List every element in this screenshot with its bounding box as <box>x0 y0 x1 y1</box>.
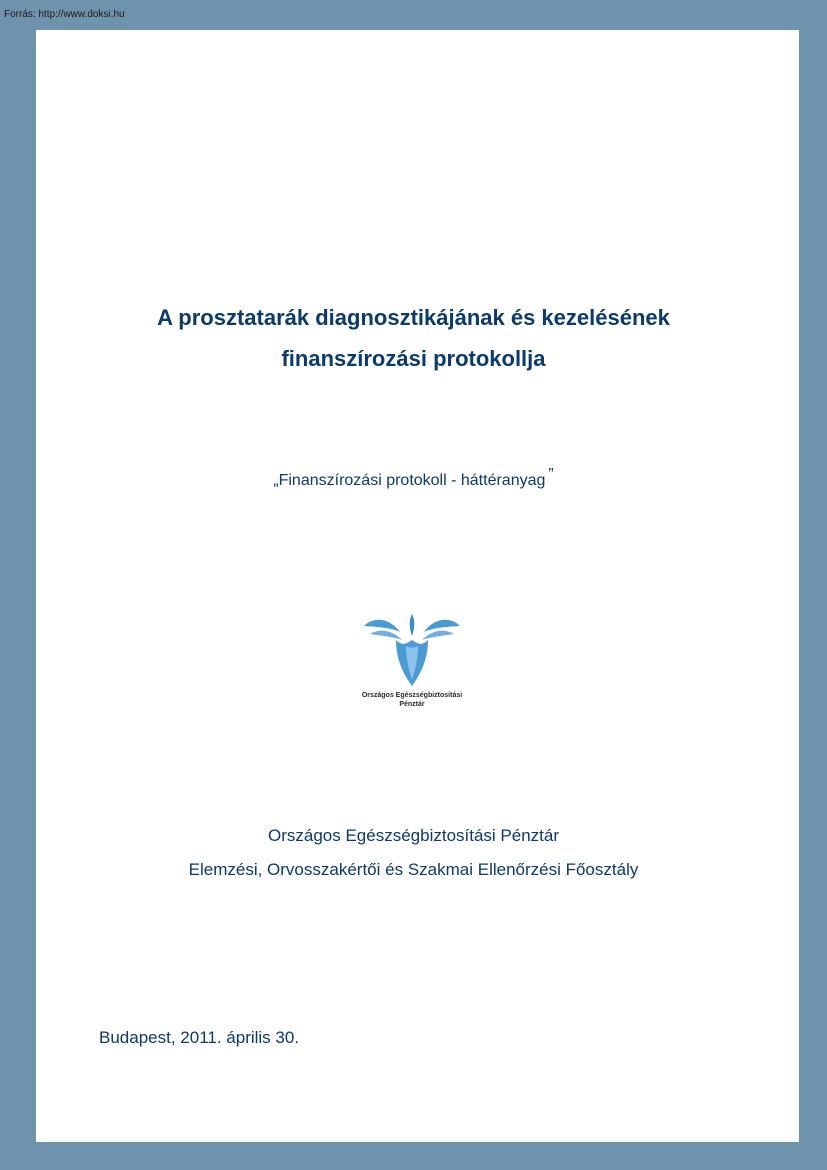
logo-text-line-1: Országos Egészségbiztosítási <box>361 692 463 699</box>
oep-logo <box>356 610 468 712</box>
subtitle-open-quote: „ <box>273 472 279 489</box>
oep-logo-icon <box>356 610 468 690</box>
document-title-line-2: finanszírozási protokollja <box>281 346 546 371</box>
organization-name: Országos Egészségbiztosítási Pénztár <box>267 826 560 845</box>
document-page <box>36 30 799 1142</box>
subtitle-text: Finanszírozási protokoll - háttéranyag <box>278 472 546 489</box>
document-subtitle <box>36 466 791 492</box>
document-title-line-1: A prosztatarák diagnosztikájának és kezelésének <box>157 305 670 330</box>
subtitle-close-quote: ” <box>548 466 554 483</box>
place-and-date: Budapest, 2011. április 30. <box>99 1028 300 1047</box>
logo-text-line-2: Pénztár <box>399 701 425 708</box>
department-name: Elemzési, Orvosszakértői és Szakmai Ellenőrzési Főosztály <box>188 860 639 879</box>
source-label[interactable]: Forrás: http://www.doksi.hu <box>4 9 125 20</box>
